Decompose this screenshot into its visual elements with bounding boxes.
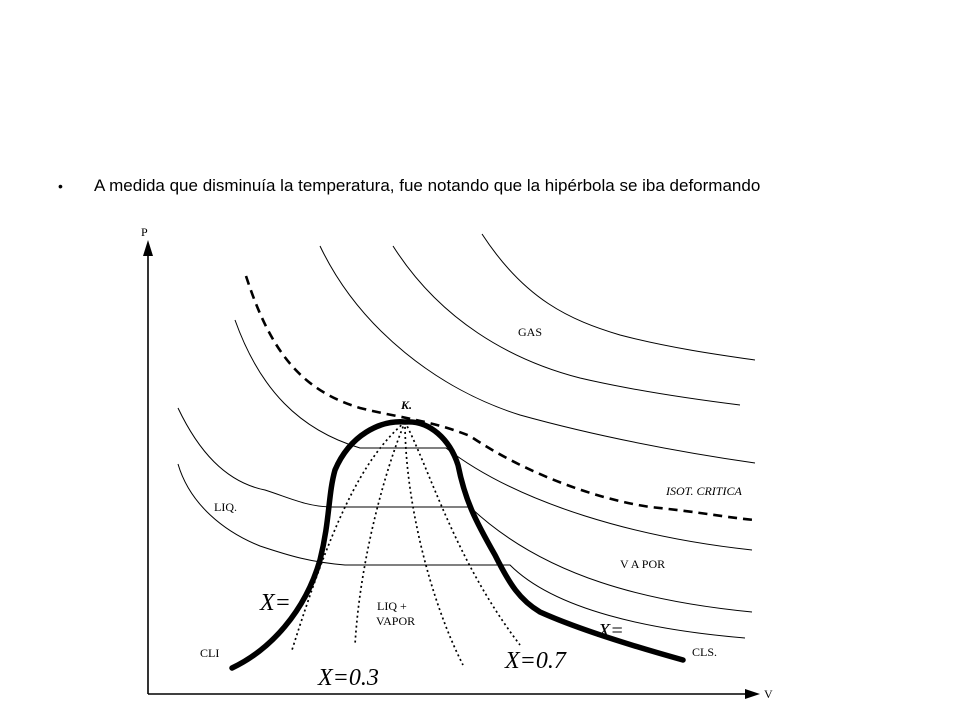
bullet-text: A medida que disminuía la temperatura, fue notando que la hipérbola se iba deformando <box>94 176 761 195</box>
y-axis-label: P <box>141 225 148 239</box>
vapor-region-label: V A POR <box>620 557 666 571</box>
isotherm-3 <box>320 246 755 463</box>
bullet-dot: • <box>58 178 63 194</box>
quality-label-right: X= <box>598 620 624 642</box>
mixture-label-line1: LIQ + <box>377 599 407 613</box>
gas-region-label: GAS <box>518 325 543 339</box>
x-axis-arrow <box>745 689 760 699</box>
quality-label-07: X=0.7 <box>505 648 566 674</box>
mixture-label-line2: VAPOR <box>376 614 416 628</box>
isotherm-5 <box>178 408 752 612</box>
liquid-region-label: LIQ. <box>214 500 237 514</box>
critical-point-label: K. <box>401 398 413 412</box>
cli-curve-label: CLI <box>200 646 220 660</box>
x-axis-label: V <box>764 687 773 701</box>
isotherm-1 <box>482 234 755 360</box>
quality-label-03: X=0.3 <box>318 665 379 691</box>
quality-label-left: X= <box>260 590 291 616</box>
isotherm-4 <box>235 320 752 550</box>
cls-curve-label: CLS. <box>692 645 718 659</box>
critical-isotherm-label: ISOT. CRITICA <box>666 484 742 498</box>
y-axis-arrow <box>143 240 153 256</box>
